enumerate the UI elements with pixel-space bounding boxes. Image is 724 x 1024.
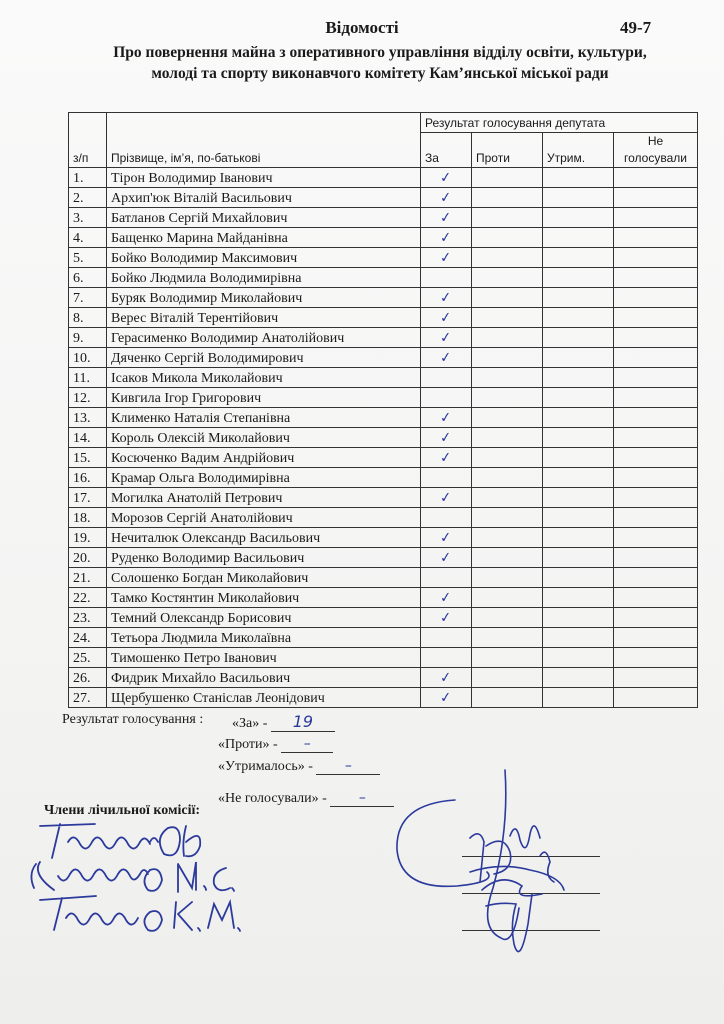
check-mark-icon: ✓ (439, 329, 453, 347)
row-name: Архип'юк Віталій Васильович (107, 188, 421, 208)
header-abstain: Утрим. (543, 133, 614, 168)
row-number: 7. (69, 288, 107, 308)
check-mark-icon: ✓ (439, 409, 453, 427)
subtitle-line-2: молоді та спорту виконавчого комітету Кам’янської міської ради (151, 65, 609, 82)
row-name: Тамко Костянтин Миколайович (107, 588, 421, 608)
row-name: Морозов Сергій Анатолійович (107, 508, 421, 528)
check-mark-icon: ✓ (439, 249, 453, 267)
row-number: 13. (69, 408, 107, 428)
row-number: 9. (69, 328, 107, 348)
check-mark-icon: ✓ (439, 289, 453, 307)
row-name: Темний Олександр Борисович (107, 608, 421, 628)
check-mark-icon: ✓ (439, 609, 453, 627)
header-not-voted-line-2: голосували (624, 151, 687, 165)
row-number: 23. (69, 608, 107, 628)
row-name: Крамар Ольга Володимирівна (107, 468, 421, 488)
member-signature-3 (40, 896, 240, 931)
row-name: Верес Віталій Терентійович (107, 308, 421, 328)
commission-heading: Члени лічильної комісії: (44, 803, 201, 818)
row-name: Бойко Людмила Володимирівна (107, 268, 421, 288)
row-number: 8. (69, 308, 107, 328)
official-signature-2 (470, 770, 564, 952)
row-number: 5. (69, 248, 107, 268)
check-mark-icon: ✓ (439, 549, 453, 567)
row-number: 12. (69, 388, 107, 408)
row-number: 18. (69, 508, 107, 528)
check-mark-icon: ✓ (439, 669, 453, 687)
row-name: Тірон Володимир Іванович (107, 168, 421, 188)
results-not-voted-value: – (330, 790, 394, 807)
row-name: Фидрик Михайло Васильович (107, 668, 421, 688)
check-mark-icon: ✓ (439, 169, 453, 187)
row-name: Ісаков Микола Миколайович (107, 368, 421, 388)
row-number: 3. (69, 208, 107, 228)
row-number: 25. (69, 648, 107, 668)
check-mark-icon: ✓ (439, 349, 453, 367)
row-number: 10. (69, 348, 107, 368)
row-number: 2. (69, 188, 107, 208)
row-number: 16. (69, 468, 107, 488)
results-label: Результат голосування : (62, 712, 204, 727)
row-name: Буряк Володимир Миколайович (107, 288, 421, 308)
check-mark-icon: ✓ (439, 489, 453, 507)
header-not-voted-line-1: Не (647, 134, 664, 148)
row-number: 22. (69, 588, 107, 608)
header-name: Прізвище, ім’я, по-батькові (107, 113, 421, 168)
header-for: За (421, 133, 472, 168)
member-signature-1 (40, 824, 200, 858)
header-number: з/п (69, 113, 107, 168)
results-against-label: «Проти» - (218, 737, 278, 752)
results-abstain-label: «Утрималось» - (218, 759, 313, 774)
row-number: 11. (69, 368, 107, 388)
row-name: Щербушенко Станіслав Леонідович (107, 688, 421, 708)
check-mark-icon: ✓ (439, 429, 453, 447)
row-number: 24. (69, 628, 107, 648)
row-number: 19. (69, 528, 107, 548)
results-against-value: – (281, 736, 333, 753)
check-mark-icon: ✓ (439, 689, 453, 707)
row-number: 4. (69, 228, 107, 248)
row-name: Король Олексій Миколайович (107, 428, 421, 448)
row-name: Бойко Володимир Максимович (107, 248, 421, 268)
header-result: Результат голосування депутата (421, 113, 698, 133)
row-number: 26. (69, 668, 107, 688)
check-mark-icon: ✓ (439, 449, 453, 467)
row-name: Тимошенко Петро Іванович (107, 648, 421, 668)
row-name: Клименко Наталія Степанівна (107, 408, 421, 428)
row-number: 17. (69, 488, 107, 508)
row-number: 6. (69, 268, 107, 288)
check-mark-icon: ✓ (439, 589, 453, 607)
results-for-value: 19 (271, 712, 335, 732)
document-number: 49-7 (620, 18, 652, 37)
check-mark-icon: ✓ (439, 529, 453, 547)
check-mark-icon: ✓ (439, 229, 453, 247)
row-name: Могилка Анатолій Петрович (107, 488, 421, 508)
results-for-label: «За» - (232, 716, 268, 731)
row-number: 27. (69, 688, 107, 708)
row-name: Герасименко Володимир Анатолійович (107, 328, 421, 348)
row-name: Батланов Сергій Михайлович (107, 208, 421, 228)
row-name: Косюченко Вадим Андрійович (107, 448, 421, 468)
row-name: Нечиталюк Олександр Васильович (107, 528, 421, 548)
subtitle-line-1: Про повернення майна з оперативного управління відділу освіти, культури, (113, 44, 647, 61)
row-name: Бащенко Марина Майданівна (107, 228, 421, 248)
check-mark-icon: ✓ (439, 189, 453, 207)
row-number: 15. (69, 448, 107, 468)
results-not-voted-label: «Не голосували» - (218, 791, 327, 806)
row-name: Кивгила Ігор Григорович (107, 388, 421, 408)
results-abstain-value: – (316, 758, 380, 775)
row-number: 1. (69, 168, 107, 188)
check-mark-icon: ✓ (439, 309, 453, 327)
member-signature-2 (31, 862, 234, 892)
row-number: 14. (69, 428, 107, 448)
row-name: Тетьора Людмила Миколаївна (107, 628, 421, 648)
header-against: Проти (472, 133, 543, 168)
row-name: Руденко Володимир Васильович (107, 548, 421, 568)
row-number: 21. (69, 568, 107, 588)
official-signature-1 (397, 800, 540, 886)
row-name: Дяченко Сергій Володимирович (107, 348, 421, 368)
document-title: Відомості (325, 18, 399, 37)
row-number: 20. (69, 548, 107, 568)
check-mark-icon: ✓ (439, 209, 453, 227)
row-name: Солошенко Богдан Миколайович (107, 568, 421, 588)
